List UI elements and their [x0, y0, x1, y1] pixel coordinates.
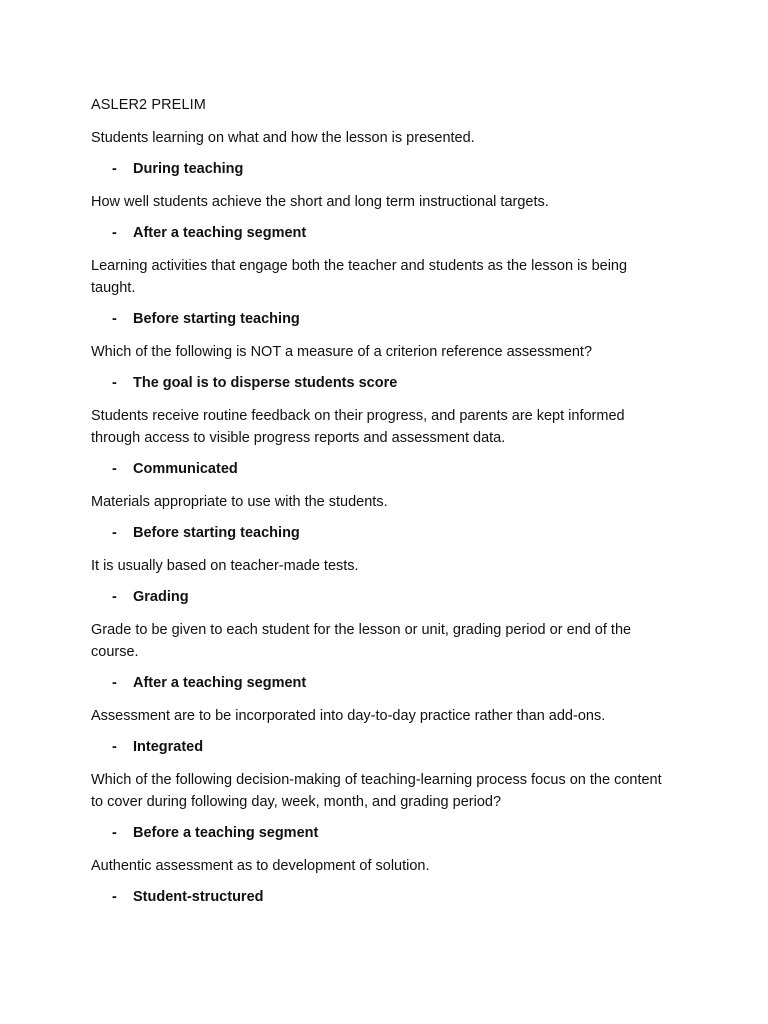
question-text: How well students achieve the short and long term instructional targets.: [91, 194, 549, 210]
answer-item: [91, 159, 671, 179]
question-text: Which of the following decision-making of teaching-learning process focus on the content to cover during following day, week, month, and grading period?: [91, 772, 662, 810]
question-text: Learning activities that engage both the teacher and students as the lesson is being taught.: [91, 258, 628, 296]
answer-text: During teaching: [133, 161, 244, 177]
answer-text: After a teaching segment: [133, 225, 307, 241]
answer-text: Integrated: [133, 739, 204, 755]
bullet-dash: -: [112, 739, 117, 755]
bullet-dash: -: [112, 825, 117, 841]
answer-item: [91, 673, 671, 693]
answer-text: Communicated: [133, 461, 238, 477]
answer-text: Before a teaching segment: [133, 825, 319, 841]
question-text: Students receive routine feedback on their progress, and parents are kept informed through access to visible progress reports and assessment data.: [91, 408, 625, 446]
bullet-dash: -: [112, 525, 117, 541]
question-text: Which of the following is NOT a measure of a criterion reference assessment?: [91, 344, 593, 360]
document-title: ASLER2 PRELIM: [91, 97, 206, 113]
document-content: [91, 95, 671, 919]
bullet-dash: -: [112, 375, 117, 391]
answer-text: After a teaching segment: [133, 675, 307, 691]
question-text: Students learning on what and how the lesson is presented.: [91, 130, 475, 146]
answer-text: Before starting teaching: [133, 311, 300, 327]
answer-item: [91, 737, 671, 757]
question-text: It is usually based on teacher-made tests.: [91, 558, 359, 574]
bullet-dash: -: [112, 461, 117, 477]
question-text: Grade to be given to each student for the lesson or unit, grading period or end of the course.: [91, 622, 632, 660]
answer-item: [91, 309, 671, 329]
answer-item: [91, 223, 671, 243]
question-text: Assessment are to be incorporated into day-to-day practice rather than add-ons.: [91, 708, 606, 724]
answer-text: Grading: [133, 589, 189, 605]
answer-text: Student-structured: [133, 889, 264, 905]
bullet-dash: -: [112, 675, 117, 691]
question-text: Materials appropriate to use with the students.: [91, 494, 388, 510]
answer-item: [91, 373, 671, 393]
bullet-dash: -: [112, 311, 117, 327]
answer-item: [91, 823, 671, 843]
answer-item: [91, 459, 671, 479]
answer-text: Before starting teaching: [133, 525, 300, 541]
bullet-dash: -: [112, 889, 117, 905]
answer-item: [91, 587, 671, 607]
answer-item: [91, 887, 671, 907]
question-text: Authentic assessment as to development of solution.: [91, 858, 430, 874]
answer-text: The goal is to disperse students score: [133, 375, 398, 391]
bullet-dash: -: [112, 589, 117, 605]
bullet-dash: -: [112, 225, 117, 241]
answer-item: [91, 523, 671, 543]
bullet-dash: -: [112, 161, 117, 177]
